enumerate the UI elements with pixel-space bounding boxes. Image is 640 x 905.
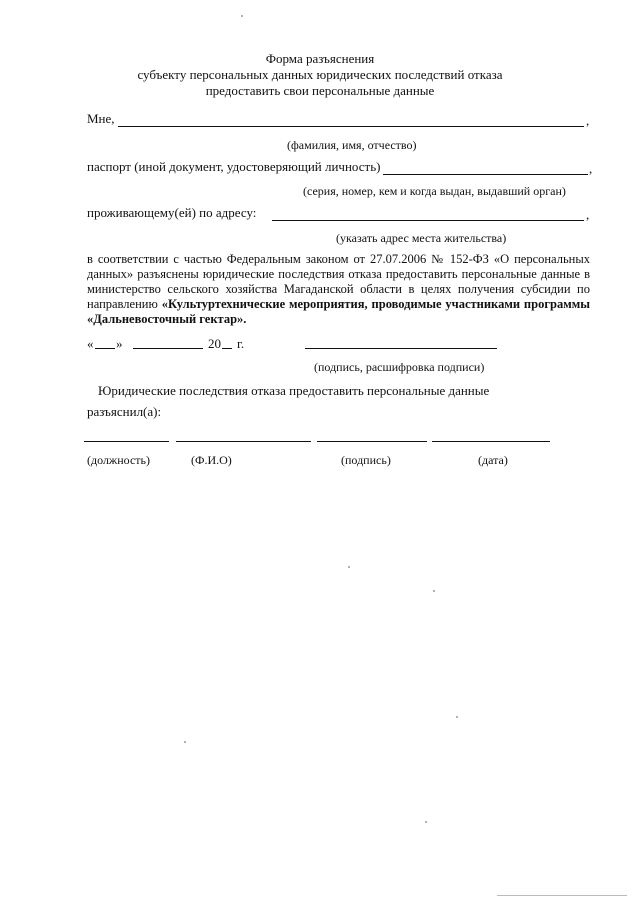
- date-month-line[interactable]: [133, 348, 203, 349]
- address-caption: (указать адрес места жительства): [336, 231, 507, 245]
- scan-edge-line: [497, 895, 627, 896]
- passport-trailing-comma: ,: [589, 161, 593, 176]
- date-footer-line[interactable]: [432, 441, 550, 442]
- scan-speck: [241, 15, 243, 17]
- fio-line[interactable]: [176, 441, 311, 442]
- address-trailing-comma: ,: [586, 207, 590, 222]
- name-label: Мне,: [87, 111, 115, 126]
- scan-speck: [425, 821, 427, 823]
- date-year-line[interactable]: [222, 348, 232, 349]
- scan-speck: [184, 741, 186, 743]
- name-caption: (фамилия, имя, отчество): [287, 138, 417, 152]
- date-day-line[interactable]: [95, 348, 115, 349]
- scan-speck: [456, 716, 458, 718]
- form-subtitle-line1: субъекту персональных данных юридических последствий отказа: [137, 67, 503, 82]
- name-input-line[interactable]: [118, 126, 584, 127]
- signature-line[interactable]: [305, 348, 497, 349]
- form-title: Форма разъяснения: [265, 51, 375, 66]
- scan-speck: [433, 590, 435, 592]
- program-name: «Культуртехнические мероприятия, проводимые участниками программы «Дальневосточный гектар».: [87, 297, 590, 326]
- passport-label: паспорт (иной документ, удостоверяющий личность): [87, 159, 381, 174]
- date-footer-caption: (дата): [478, 453, 508, 467]
- legal-paragraph-text: в соответствии с частью Федеральным законом от 27.07.2006 № 152-ФЗ «О персональных данных» разъяснены юридические последствия отказа предоставить персональные данные в министерство сельского хозяйства Магаданской области в целях получения субсидии по направлению: [87, 252, 590, 311]
- explained-line2: разъяснил(а):: [87, 404, 162, 419]
- passport-caption: (серия, номер, кем и когда выдан, выдавший орган): [303, 184, 566, 198]
- legal-paragraph: [87, 252, 590, 327]
- explained-line1: Юридические последствия отказа предоставить персональные данные: [98, 383, 490, 398]
- form-subtitle-line2: предоставить свои персональные данные: [205, 83, 435, 98]
- address-input-line[interactable]: [272, 220, 584, 221]
- signature-footer-line[interactable]: [317, 441, 427, 442]
- fio-caption: (Ф.И.О): [191, 453, 232, 467]
- signature-footer-caption: (подпись): [341, 453, 391, 467]
- date-quote-open: «: [87, 336, 94, 351]
- scan-speck: [348, 566, 350, 568]
- name-trailing-comma: ,: [586, 113, 590, 128]
- date-quote-close: »: [116, 336, 123, 351]
- position-line[interactable]: [84, 441, 169, 442]
- signature-caption: (подпись, расшифровка подписи): [314, 360, 485, 374]
- date-year-suffix: г.: [237, 336, 245, 351]
- passport-input-line[interactable]: [383, 174, 588, 175]
- address-label: проживающему(ей) по адресу:: [87, 205, 257, 220]
- position-caption: (должность): [87, 453, 150, 467]
- date-year-prefix: 20: [208, 336, 221, 351]
